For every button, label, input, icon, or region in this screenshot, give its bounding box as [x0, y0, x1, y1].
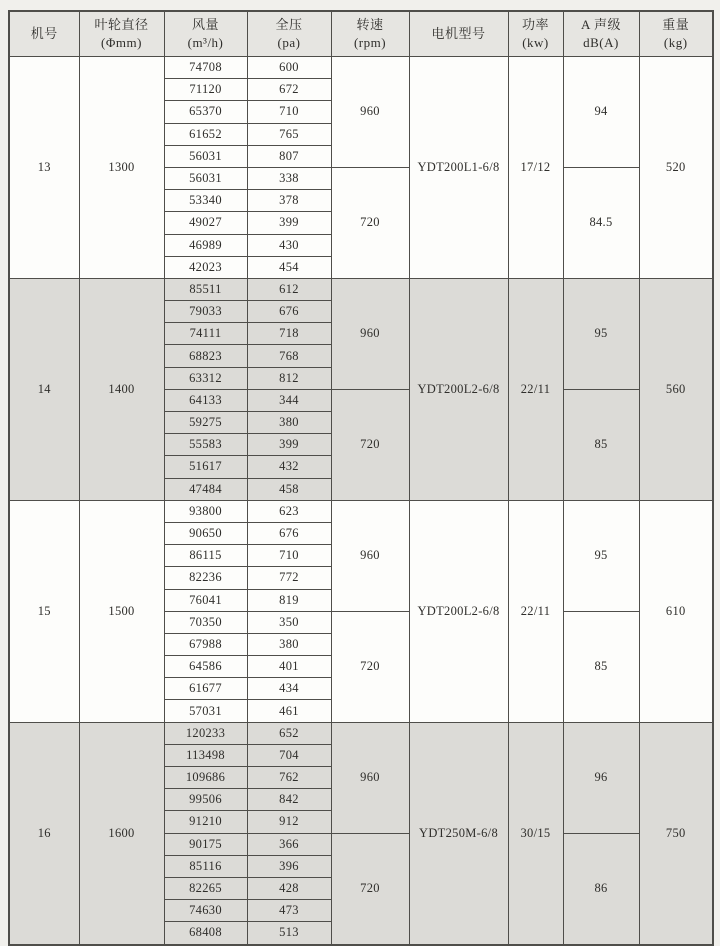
header-power: [508, 11, 563, 57]
header-label: 全压: [275, 17, 303, 33]
pressure-cell: 612: [247, 278, 331, 300]
air-volume-cell: 46989: [164, 234, 247, 256]
pressure-cell: 434: [247, 678, 331, 700]
motor-model-cell: YDT200L2-6/8: [409, 278, 508, 500]
air-volume-cell: 85116: [164, 855, 247, 877]
header-unit: dB(A): [583, 35, 619, 50]
header-row: [9, 11, 713, 57]
sound-level-cell: 95: [563, 500, 639, 611]
sound-level-cell: 84.5: [563, 167, 639, 278]
header-label: 重量: [662, 17, 690, 33]
impeller-diameter-cell: 1600: [79, 722, 164, 944]
header-label: 功率: [521, 17, 549, 33]
pressure-cell: 710: [247, 545, 331, 567]
air-volume-cell: 71120: [164, 79, 247, 101]
table-header: [9, 11, 713, 57]
machine-no-cell: 13: [9, 57, 79, 279]
header-unit: (pa): [277, 35, 301, 50]
air-volume-cell: 42023: [164, 256, 247, 278]
air-volume-cell: 59275: [164, 412, 247, 434]
air-volume-cell: 82265: [164, 877, 247, 899]
air-volume-cell: 82236: [164, 567, 247, 589]
pressure-cell: 704: [247, 744, 331, 766]
impeller-diameter-cell: 1500: [79, 500, 164, 722]
speed-cell: 720: [331, 167, 409, 278]
pressure-cell: 473: [247, 900, 331, 922]
air-volume-cell: 47484: [164, 478, 247, 500]
air-volume-cell: 76041: [164, 589, 247, 611]
air-volume-cell: 57031: [164, 700, 247, 722]
pressure-cell: 710: [247, 101, 331, 123]
power-cell: 17/12: [508, 57, 563, 279]
pressure-cell: 396: [247, 855, 331, 877]
sound-level-cell: 86: [563, 833, 639, 944]
air-volume-cell: 74111: [164, 323, 247, 345]
air-volume-cell: 61677: [164, 678, 247, 700]
table-row: [9, 278, 713, 300]
header-unit: (kw): [522, 35, 549, 50]
pressure-cell: 718: [247, 323, 331, 345]
pressure-cell: 380: [247, 412, 331, 434]
sound-level-cell: 95: [563, 278, 639, 389]
speed-cell: 720: [331, 389, 409, 500]
air-volume-cell: 64133: [164, 389, 247, 411]
air-volume-cell: 90175: [164, 833, 247, 855]
machine-no-cell: 15: [9, 500, 79, 722]
header-label: 转速: [356, 17, 384, 33]
weight-cell: 560: [639, 278, 713, 500]
pressure-cell: 762: [247, 767, 331, 789]
table-row: [9, 57, 713, 79]
air-volume-cell: 113498: [164, 744, 247, 766]
spec-table-body: [9, 57, 713, 945]
power-cell: 30/15: [508, 722, 563, 944]
sound-level-cell: 85: [563, 611, 639, 722]
pressure-cell: 807: [247, 145, 331, 167]
air-volume-cell: 79033: [164, 301, 247, 323]
fan-specification-table: [8, 10, 714, 946]
header-label: 叶轮直径: [94, 17, 149, 33]
air-volume-cell: 51617: [164, 456, 247, 478]
pressure-cell: 461: [247, 700, 331, 722]
header-speed: [331, 11, 409, 57]
pressure-cell: 432: [247, 456, 331, 478]
table-row: [9, 500, 713, 522]
air-volume-cell: 49027: [164, 212, 247, 234]
pressure-cell: 344: [247, 389, 331, 411]
pressure-cell: 812: [247, 367, 331, 389]
pressure-cell: 428: [247, 877, 331, 899]
sound-level-cell: 85: [563, 389, 639, 500]
air-volume-cell: 64586: [164, 656, 247, 678]
impeller-diameter-cell: 1300: [79, 57, 164, 279]
power-cell: 22/11: [508, 278, 563, 500]
speed-cell: 960: [331, 500, 409, 611]
pressure-cell: 430: [247, 234, 331, 256]
weight-cell: 750: [639, 722, 713, 944]
fan-spec-table-container: [8, 10, 714, 946]
air-volume-cell: 90650: [164, 522, 247, 544]
sound-level-cell: 94: [563, 57, 639, 168]
speed-cell: 720: [331, 833, 409, 944]
header-impeller-diameter: [79, 11, 164, 57]
pressure-cell: 513: [247, 922, 331, 945]
pressure-cell: 768: [247, 345, 331, 367]
pressure-cell: 401: [247, 656, 331, 678]
header-unit: (m³/h): [187, 35, 224, 50]
header-weight: [639, 11, 713, 57]
header-label: 电机型号: [431, 26, 486, 42]
air-volume-cell: 91210: [164, 811, 247, 833]
pressure-cell: 458: [247, 478, 331, 500]
speed-cell: 960: [331, 57, 409, 168]
header-label: 机号: [30, 26, 58, 42]
impeller-diameter-cell: 1400: [79, 278, 164, 500]
header-label: A 声级: [581, 17, 621, 33]
pressure-cell: 842: [247, 789, 331, 811]
air-volume-cell: 74708: [164, 57, 247, 79]
pressure-cell: 378: [247, 190, 331, 212]
air-volume-cell: 109686: [164, 767, 247, 789]
motor-model-cell: YDT200L1-6/8: [409, 57, 508, 279]
speed-cell: 960: [331, 722, 409, 833]
header-label: 风量: [191, 17, 219, 33]
pressure-cell: 772: [247, 567, 331, 589]
pressure-cell: 623: [247, 500, 331, 522]
header-air-volume: [164, 11, 247, 57]
pressure-cell: 399: [247, 434, 331, 456]
table-row: [9, 722, 713, 744]
header-unit: (kg): [663, 35, 688, 50]
pressure-cell: 676: [247, 301, 331, 323]
air-volume-cell: 68408: [164, 922, 247, 945]
air-volume-cell: 93800: [164, 500, 247, 522]
air-volume-cell: 85511: [164, 278, 247, 300]
pressure-cell: 366: [247, 833, 331, 855]
air-volume-cell: 120233: [164, 722, 247, 744]
pressure-cell: 676: [247, 522, 331, 544]
air-volume-cell: 56031: [164, 167, 247, 189]
air-volume-cell: 68823: [164, 345, 247, 367]
air-volume-cell: 53340: [164, 190, 247, 212]
pressure-cell: 765: [247, 123, 331, 145]
sound-level-cell: 96: [563, 722, 639, 833]
power-cell: 22/11: [508, 500, 563, 722]
air-volume-cell: 63312: [164, 367, 247, 389]
header-unit: (rpm): [353, 35, 387, 50]
air-volume-cell: 99506: [164, 789, 247, 811]
air-volume-cell: 67988: [164, 633, 247, 655]
motor-model-cell: YDT200L2-6/8: [409, 500, 508, 722]
pressure-cell: 399: [247, 212, 331, 234]
air-volume-cell: 70350: [164, 611, 247, 633]
weight-cell: 610: [639, 500, 713, 722]
weight-cell: 520: [639, 57, 713, 279]
pressure-cell: 350: [247, 611, 331, 633]
speed-cell: 720: [331, 611, 409, 722]
header-total-pressure: [247, 11, 331, 57]
header-machine-no: [9, 11, 79, 57]
air-volume-cell: 55583: [164, 434, 247, 456]
pressure-cell: 338: [247, 167, 331, 189]
pressure-cell: 600: [247, 57, 331, 79]
air-volume-cell: 74630: [164, 900, 247, 922]
air-volume-cell: 61652: [164, 123, 247, 145]
speed-cell: 960: [331, 278, 409, 389]
pressure-cell: 912: [247, 811, 331, 833]
pressure-cell: 672: [247, 79, 331, 101]
pressure-cell: 819: [247, 589, 331, 611]
pressure-cell: 454: [247, 256, 331, 278]
header-motor-model: [409, 11, 508, 57]
motor-model-cell: YDT250M-6/8: [409, 722, 508, 944]
header-unit: (Φmm): [101, 35, 142, 50]
pressure-cell: 380: [247, 633, 331, 655]
air-volume-cell: 86115: [164, 545, 247, 567]
air-volume-cell: 56031: [164, 145, 247, 167]
pressure-cell: 652: [247, 722, 331, 744]
air-volume-cell: 65370: [164, 101, 247, 123]
machine-no-cell: 16: [9, 722, 79, 944]
header-sound-level: [563, 11, 639, 57]
machine-no-cell: 14: [9, 278, 79, 500]
